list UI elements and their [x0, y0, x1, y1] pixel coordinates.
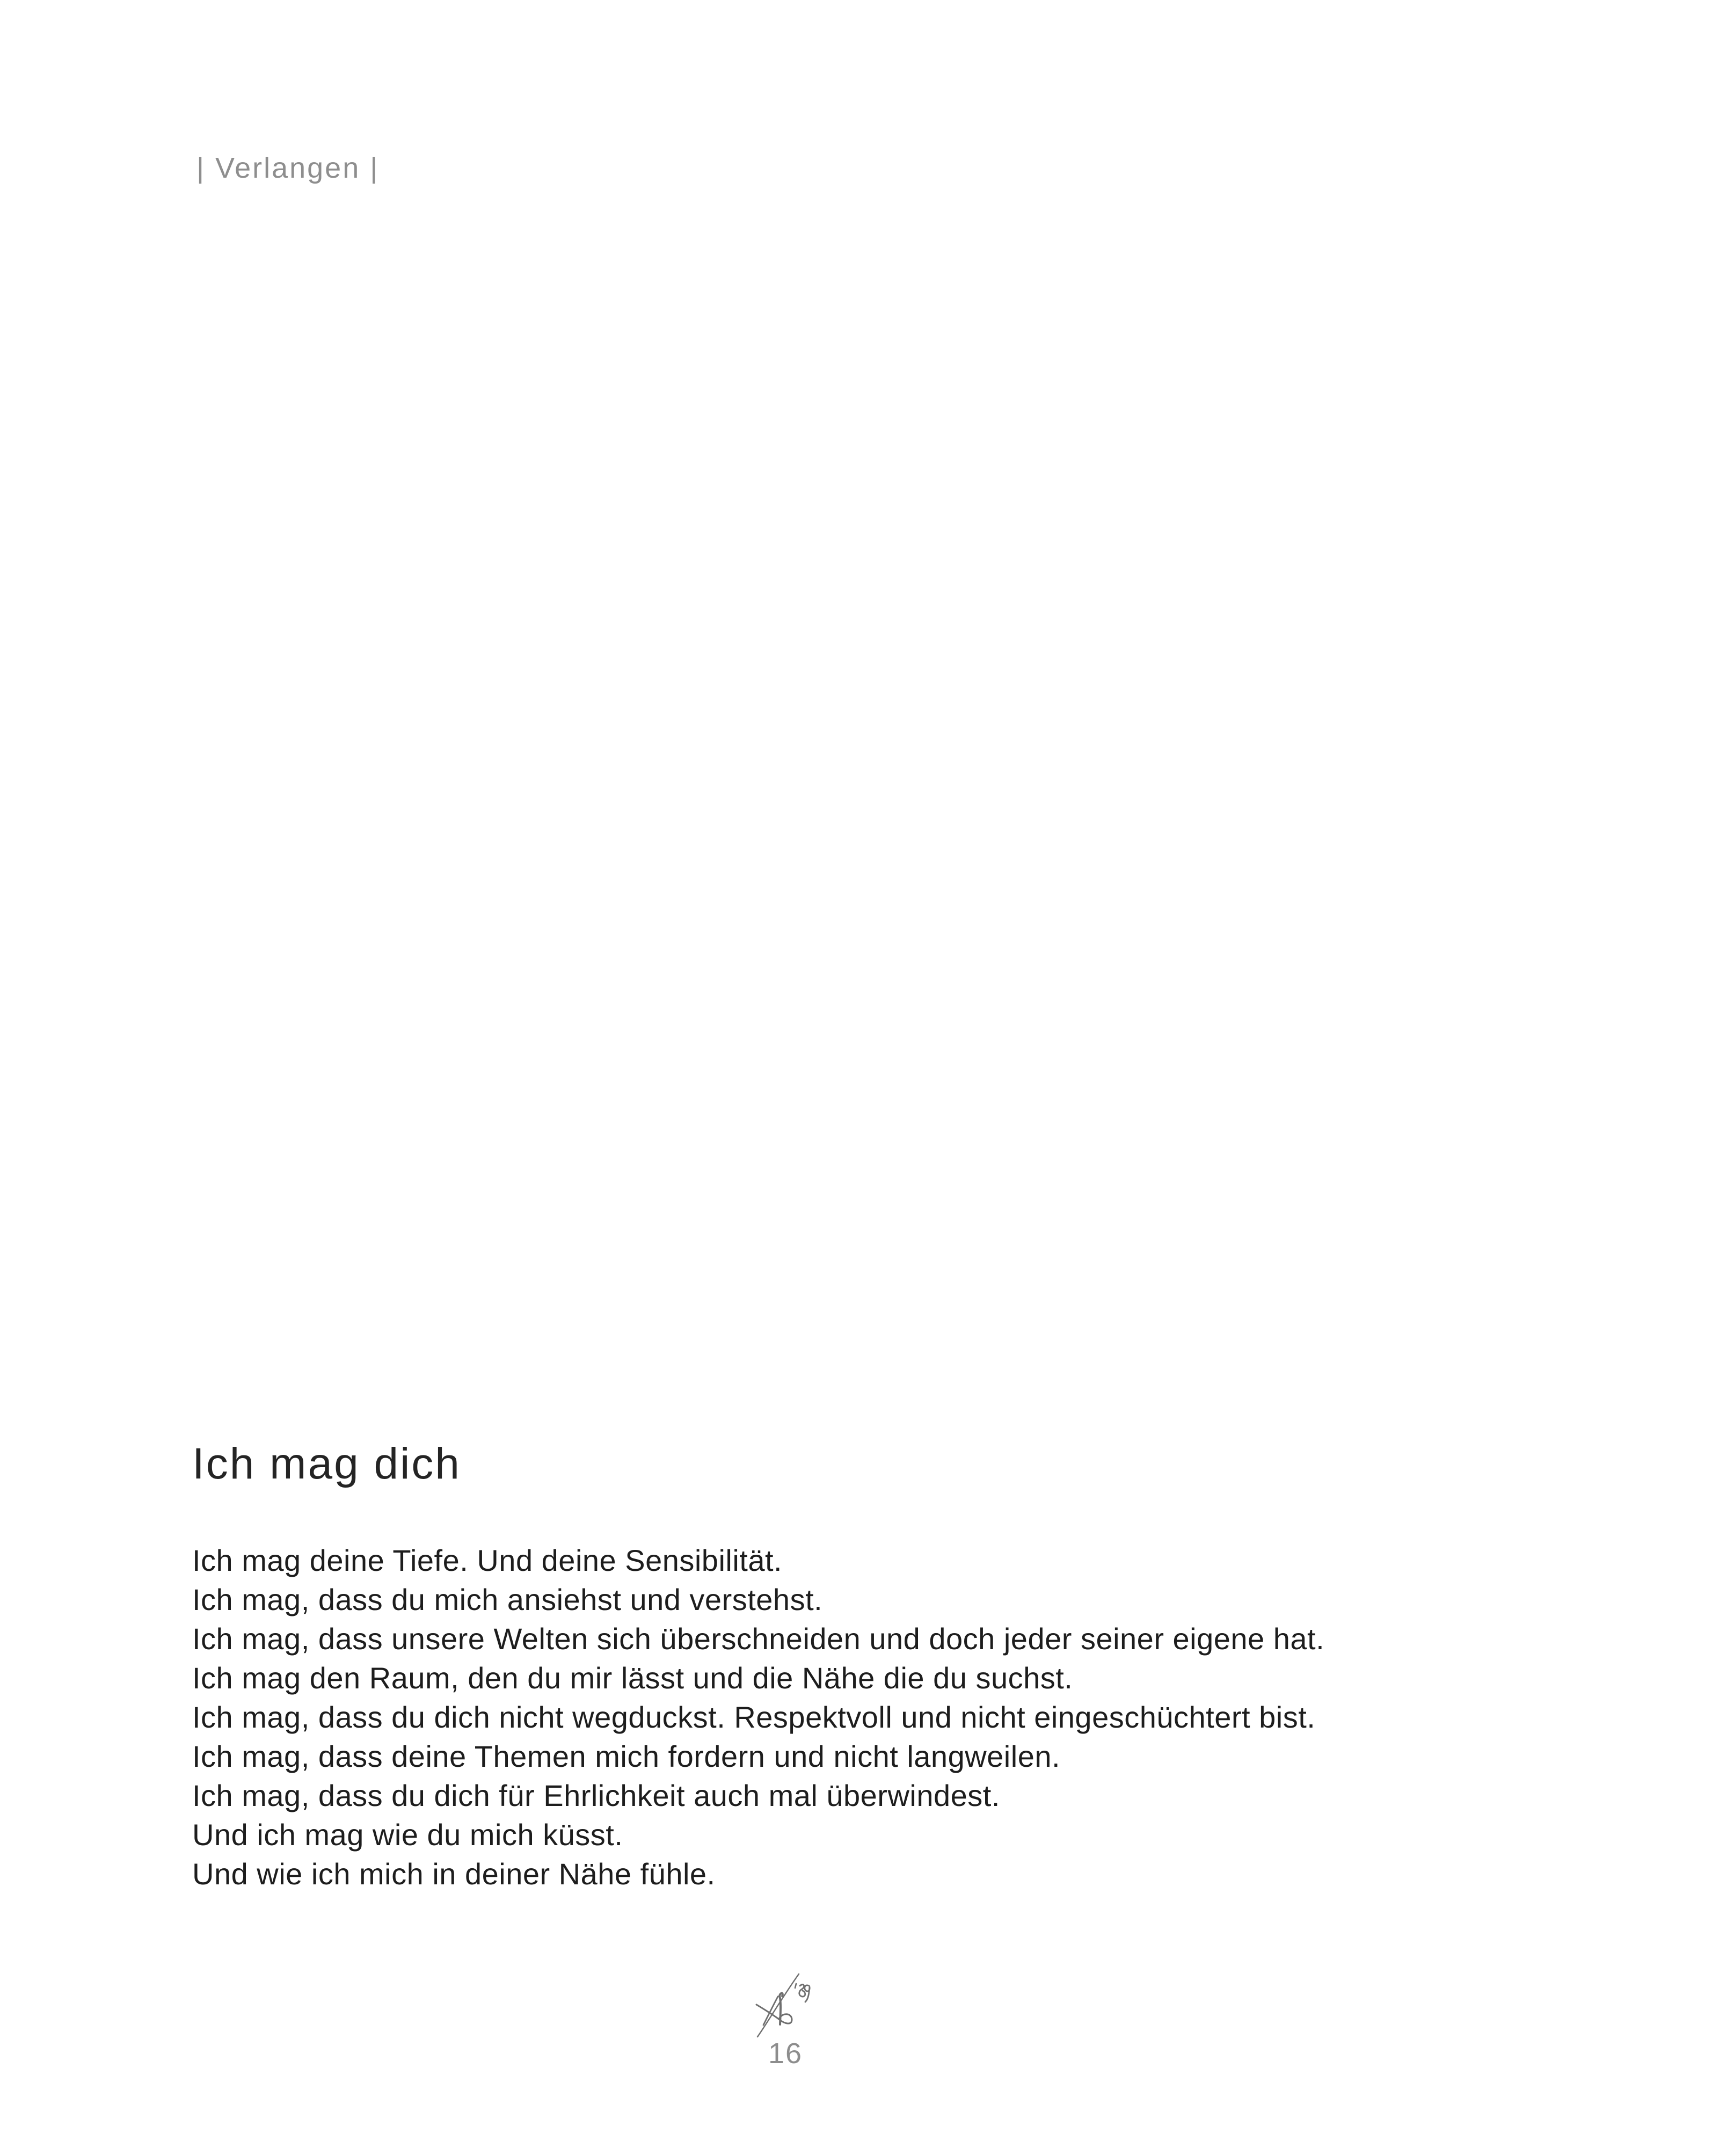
poem-line: Ich mag den Raum, den du mir lässt und die Nähe die du suchst.	[192, 1661, 1073, 1695]
poem-title: Ich mag dich	[192, 1439, 461, 1488]
poem-text	[192, 1541, 1324, 1893]
poem-line: Ich mag, dass du dich nicht wegduckst. Respektvoll und nicht eingeschüchtert bist.	[192, 1700, 1316, 1734]
poem-line: Und ich mag wie du mich küsst.	[192, 1818, 623, 1852]
poem-line: Und wie ich mich in deiner Nähe fühle.	[192, 1857, 716, 1891]
chapter-header: | Verlangen |	[196, 152, 380, 184]
poem-line: Ich mag, dass du dich für Ehrlichkeit auch mal überwindest.	[192, 1779, 1000, 1812]
signature-icon	[753, 1969, 813, 2042]
page-number: 16	[768, 2037, 803, 2070]
poem-line: Ich mag, dass unsere Welten sich überschneiden und doch jeder seiner eigene hat.	[192, 1622, 1325, 1656]
poem-line: Ich mag, dass du mich ansiehst und verstehst.	[192, 1583, 823, 1616]
poem-line: Ich mag, dass deine Themen mich fordern und nicht langweilen.	[192, 1739, 1061, 1773]
poem-line: Ich mag deine Tiefe. Und deine Sensibilität.	[192, 1543, 783, 1577]
